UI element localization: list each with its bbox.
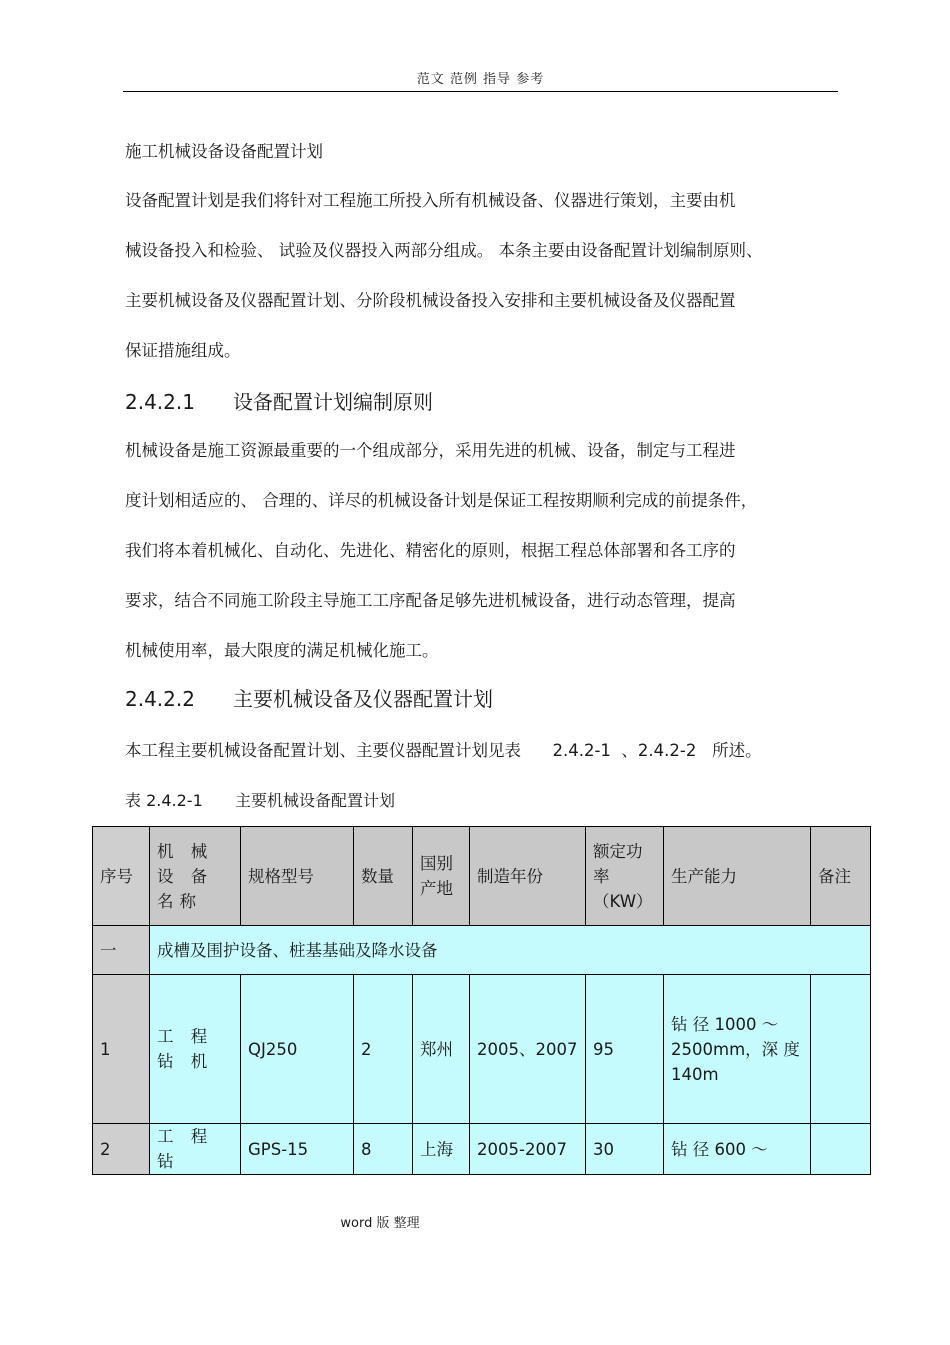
intro-line: 保证措施组成。 [125,341,241,360]
cell-qty: 2 [354,975,413,1124]
cell-no: 2 [93,1124,150,1175]
paragraph-line: 机械使用率，最大限度的满足机械化施工。 [125,641,439,660]
table-number: 表 2.4.2-1 [125,791,203,810]
section-heading [125,389,433,415]
cell-year: 2005-2007 [470,1124,586,1175]
intro-line: 械设备投入和检验、 试验及仪器投入两部分组成。 本条主要由设备配置计划编制原则、 [125,241,763,260]
cell-origin: 郑州 [413,975,470,1124]
table-row [93,1124,871,1175]
section-title: 设备配置计划编制原则 [233,390,433,414]
cell-capacity: 钻 径 1000 ～ 2500mm，深 度 140m [664,975,811,1124]
section-title: 主要机械设备及仪器配置计划 [233,687,493,711]
header-cell: 数量 [354,827,413,926]
cell-capacity: 钻 径 600 ～ [664,1124,811,1175]
document-title: 施工机械设备设备配置计划 [125,142,323,161]
equipment-table [92,826,871,1175]
table-header-row [93,827,871,926]
table-caption [125,788,395,811]
paragraph-line: 要求，结合不同施工阶段主导施工工序配备足够先进机械设备，进行动态管理，提高 [125,591,736,610]
intro-line: 设备配置计划是我们将针对工程施工所投入所有机械设备、仪器进行策划，主要由机 [125,191,736,210]
cell-note [811,1124,871,1175]
paragraph-line: 机械设备是施工资源最重要的一个组成部分，采用先进的机械、设备，制定与工程进 [125,441,736,460]
header-cell: 序号 [93,827,150,926]
header-cell: 国别 产地 [413,827,470,926]
section-label-cell: 成槽及围护设备、桩基基础及降水设备 [150,926,871,975]
page-header: 范文 范例 指导 参考 [416,72,545,87]
header-cell: 生产能力 [664,827,811,926]
cell-no: 1 [93,975,150,1124]
header-cell: 备注 [811,827,871,926]
header-divider [123,91,838,92]
table-section-row [93,926,871,975]
intro-line: 主要机械设备及仪器配置计划、分阶段机械设备投入安排和主要机械设备及仪器配置 [125,291,736,310]
cell-name: 工 程 钻 [150,1124,241,1175]
paragraph-line: 度计划相适应的、 合理的、详尽的机械设备计划是保证工程按期顺利完成的前提条件， [125,491,758,510]
cell-year: 2005、2007 [470,975,586,1124]
cell-name: 工 程 钻 机 [150,975,241,1124]
header-cell: 制造年份 [470,827,586,926]
section-index-cell: 一 [93,926,150,975]
paragraph-line: 本工程主要机械设备配置计划、主要仪器配置计划见表 2.4.2-1 、2.4.2-2 所述。 [125,741,762,760]
section-number: 2.4.2.1 [125,390,195,414]
table-title: 主要机械设备配置计划 [235,791,396,810]
cell-model: GPS-15 [241,1124,354,1175]
section-heading [125,686,493,712]
section-number: 2.4.2.2 [125,687,195,711]
table-row [93,975,871,1124]
cell-power: 30 [586,1124,664,1175]
header-cell: 机 械 设 备名称 [150,827,241,926]
cell-model: QJ250 [241,975,354,1124]
page-footer: word 版 整理 [340,1216,420,1231]
cell-origin: 上海 [413,1124,470,1175]
cell-qty: 8 [354,1124,413,1175]
cell-power: 95 [586,975,664,1124]
header-cell: 规格型号 [241,827,354,926]
paragraph-line: 我们将本着机械化、自动化、先进化、精密化的原则，根据工程总体部署和各工序的 [125,541,736,560]
header-cell: 额定功 率（KW） [586,827,664,926]
cell-note [811,975,871,1124]
